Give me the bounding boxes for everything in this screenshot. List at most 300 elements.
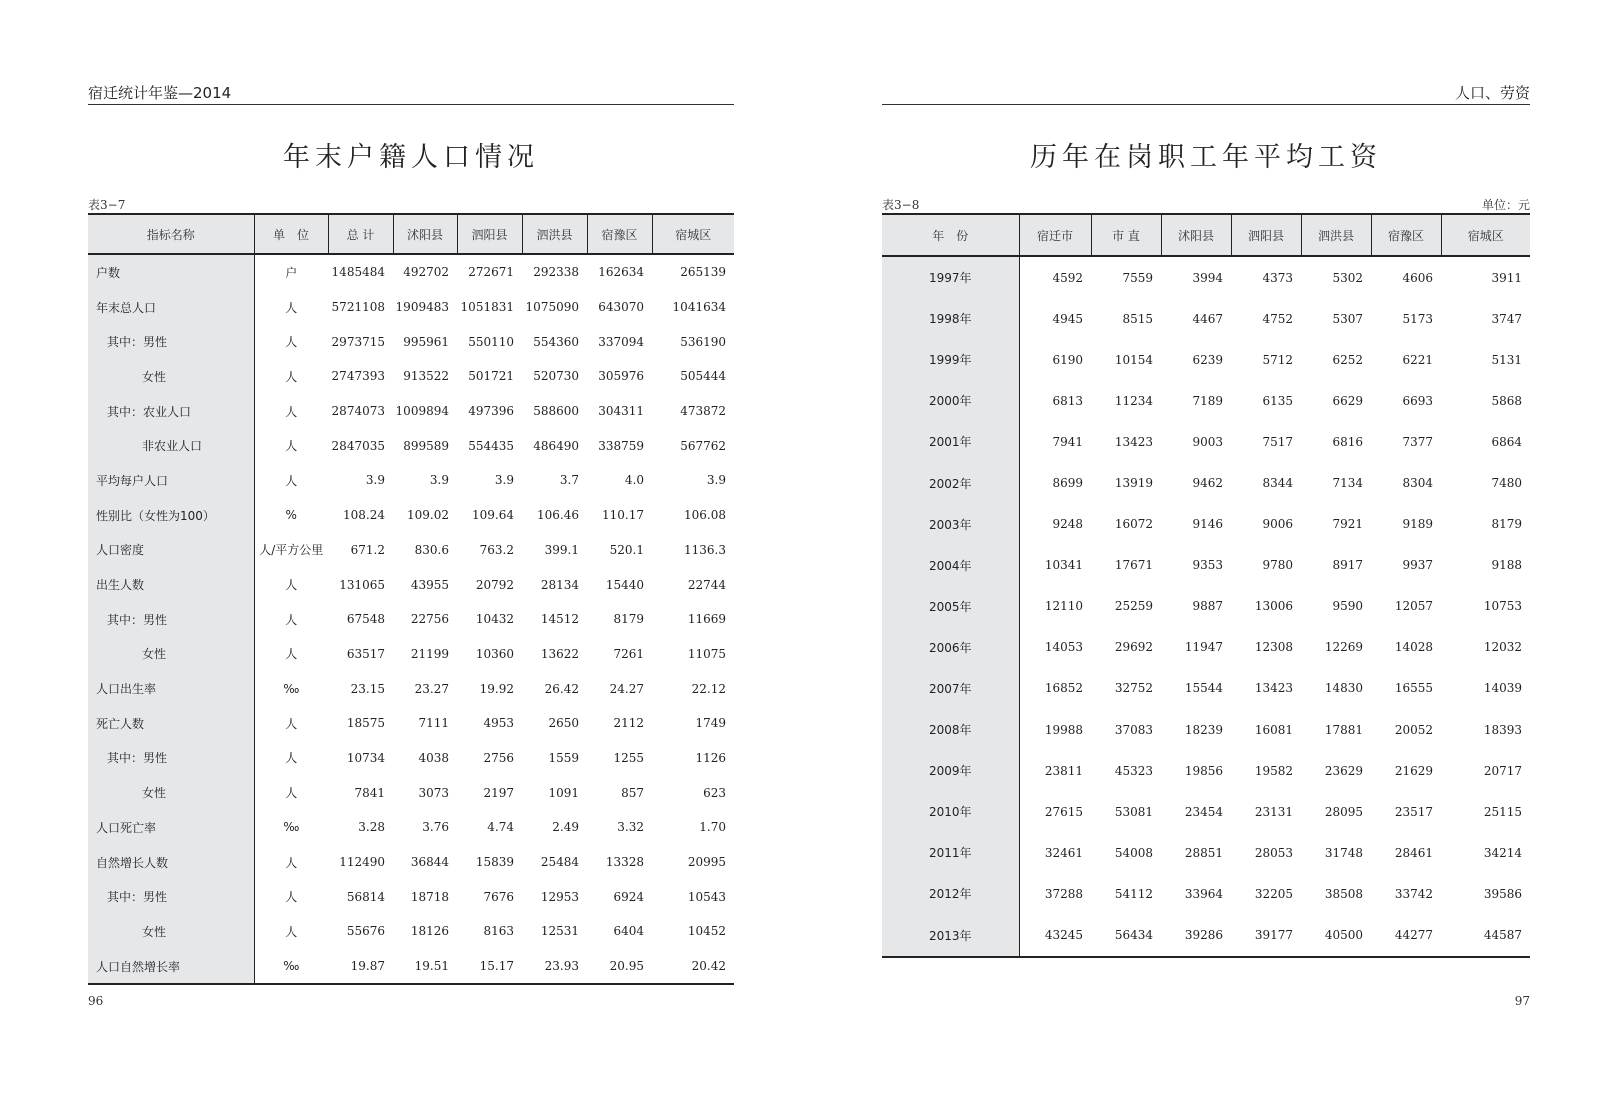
unit-cell: 人 bbox=[285, 300, 298, 315]
unit-cell: 人/平方公里 bbox=[259, 543, 324, 558]
value-cell: 20052 bbox=[1394, 722, 1433, 737]
value-cell: 13423 bbox=[1114, 434, 1153, 449]
year-cell: 2005年 bbox=[882, 586, 1019, 627]
value-cell: 6816 bbox=[1332, 434, 1363, 449]
value-cell: 18575 bbox=[346, 716, 385, 731]
table-row bbox=[88, 498, 734, 533]
value-cell: 109.64 bbox=[472, 508, 514, 523]
value-cell: 8179 bbox=[613, 612, 644, 627]
value-cell: 28095 bbox=[1324, 804, 1363, 819]
value-cell: 6239 bbox=[1192, 352, 1223, 367]
table-row bbox=[88, 567, 734, 602]
value-cell: 4.0 bbox=[624, 473, 644, 488]
value-cell: 3994 bbox=[1192, 270, 1223, 285]
value-cell: 305976 bbox=[598, 369, 644, 384]
table-row bbox=[88, 706, 734, 741]
table-row bbox=[88, 602, 734, 637]
value-cell: 22.12 bbox=[691, 681, 726, 696]
unit-cell: 人 bbox=[285, 751, 298, 766]
value-cell: 10753 bbox=[1483, 599, 1522, 614]
wages-table-body bbox=[882, 256, 1530, 957]
table-row bbox=[88, 324, 734, 359]
year-cell: 1998年 bbox=[882, 298, 1019, 339]
value-cell: 13006 bbox=[1254, 599, 1293, 614]
value-cell: 33742 bbox=[1394, 886, 1433, 901]
column-header: 沭阳县 bbox=[393, 214, 457, 254]
value-cell: 5131 bbox=[1491, 352, 1522, 367]
unit-cell: 人 bbox=[285, 890, 298, 905]
column-header: 宿城区 bbox=[652, 214, 734, 254]
unit-cell: 人 bbox=[285, 716, 298, 731]
indicator-name: 其中：男性 bbox=[88, 324, 254, 359]
table-row bbox=[882, 709, 1530, 750]
value-cell: 1485484 bbox=[331, 265, 385, 280]
value-cell: 10432 bbox=[475, 612, 514, 627]
indicator-name: 自然增长人数 bbox=[88, 845, 254, 880]
year-cell: 2004年 bbox=[882, 545, 1019, 586]
value-cell: 18239 bbox=[1184, 722, 1223, 737]
indicator-name: 人口出生率 bbox=[88, 671, 254, 706]
value-cell: 913522 bbox=[403, 369, 449, 384]
value-cell: 12032 bbox=[1483, 640, 1522, 655]
value-cell: 3747 bbox=[1491, 311, 1522, 326]
value-cell: 9590 bbox=[1332, 599, 1363, 614]
table-title-population: 年末户籍人口情况 bbox=[283, 142, 539, 173]
value-cell: 20995 bbox=[687, 855, 726, 870]
indicator-name: 死亡人数 bbox=[88, 706, 254, 741]
value-cell: 15839 bbox=[475, 855, 514, 870]
unit-cell: ‰ bbox=[283, 959, 300, 974]
value-cell: 32461 bbox=[1044, 845, 1083, 860]
value-cell: 2874073 bbox=[331, 404, 385, 419]
unit-cell: ‰ bbox=[283, 681, 300, 696]
value-cell: 567762 bbox=[680, 438, 726, 453]
value-cell: 1559 bbox=[548, 750, 579, 765]
value-cell: 16081 bbox=[1254, 722, 1293, 737]
wages-table bbox=[882, 213, 1530, 958]
value-cell: 10734 bbox=[346, 750, 385, 765]
value-cell: 27615 bbox=[1044, 804, 1083, 819]
running-head-left: 宿迁统计年鉴—2014 bbox=[88, 84, 734, 105]
indicator-name: 性别比（女性为100） bbox=[88, 498, 254, 533]
value-cell: 20717 bbox=[1483, 763, 1522, 778]
value-cell: 10154 bbox=[1114, 352, 1153, 367]
value-cell: 3.32 bbox=[617, 820, 644, 835]
value-cell: 14830 bbox=[1324, 681, 1363, 696]
value-cell: 8515 bbox=[1122, 311, 1153, 326]
value-cell: 13919 bbox=[1114, 476, 1153, 491]
value-cell: 16555 bbox=[1394, 681, 1433, 696]
column-header: 泗洪县 bbox=[1301, 214, 1371, 256]
value-cell: 7921 bbox=[1332, 517, 1363, 532]
value-cell: 5868 bbox=[1491, 393, 1522, 408]
value-cell: 40500 bbox=[1324, 928, 1363, 943]
value-cell: 23454 bbox=[1184, 804, 1223, 819]
value-cell: 554435 bbox=[468, 438, 514, 453]
value-cell: 550110 bbox=[468, 334, 514, 349]
value-cell: 63517 bbox=[346, 646, 385, 661]
value-cell: 9189 bbox=[1402, 517, 1433, 532]
value-cell: 13423 bbox=[1254, 681, 1293, 696]
indicator-name: 人口自然增长率 bbox=[88, 949, 254, 985]
value-cell: 11075 bbox=[687, 646, 726, 661]
value-cell: 486490 bbox=[533, 438, 579, 453]
value-cell: 28134 bbox=[540, 577, 579, 592]
table-row bbox=[882, 298, 1530, 339]
value-cell: 3.28 bbox=[358, 820, 385, 835]
value-cell: 28053 bbox=[1254, 845, 1293, 860]
value-cell: 1051831 bbox=[460, 300, 514, 315]
value-cell: 32205 bbox=[1254, 886, 1293, 901]
value-cell: 5302 bbox=[1332, 270, 1363, 285]
value-cell: 501721 bbox=[468, 369, 514, 384]
value-cell: 19.51 bbox=[414, 959, 449, 974]
value-cell: 25115 bbox=[1483, 804, 1522, 819]
value-cell: 2.49 bbox=[552, 820, 579, 835]
value-cell: 36844 bbox=[410, 855, 449, 870]
table-row bbox=[88, 254, 734, 290]
year-cell: 2003年 bbox=[882, 504, 1019, 545]
value-cell: 20.95 bbox=[609, 959, 644, 974]
table-row bbox=[882, 668, 1530, 709]
value-cell: 23.15 bbox=[350, 681, 385, 696]
value-cell: 473872 bbox=[680, 404, 726, 419]
left-page bbox=[0, 0, 804, 1099]
column-header: 泗阳县 bbox=[1231, 214, 1301, 256]
value-cell: 6252 bbox=[1332, 352, 1363, 367]
value-cell: 8179 bbox=[1491, 517, 1522, 532]
value-cell: 110.17 bbox=[602, 508, 644, 523]
table-title-wages: 历年在岗职工年平均工资 bbox=[1030, 142, 1382, 173]
table-row bbox=[882, 832, 1530, 873]
value-cell: 272671 bbox=[468, 265, 514, 280]
value-cell: 9188 bbox=[1491, 558, 1522, 573]
value-cell: 21199 bbox=[410, 646, 449, 661]
indicator-name: 出生人数 bbox=[88, 567, 254, 602]
unit-cell: 人 bbox=[285, 924, 298, 939]
indicator-name: 其中：男性 bbox=[88, 602, 254, 637]
table-row bbox=[882, 627, 1530, 668]
value-cell: 19582 bbox=[1254, 763, 1293, 778]
value-cell: 54008 bbox=[1114, 845, 1153, 860]
value-cell: 5173 bbox=[1402, 311, 1433, 326]
value-cell: 763.2 bbox=[479, 542, 514, 557]
column-header: 宿豫区 bbox=[587, 214, 652, 254]
value-cell: 6404 bbox=[613, 924, 644, 939]
value-cell: 3911 bbox=[1491, 270, 1522, 285]
unit-cell: 人 bbox=[285, 404, 298, 419]
table-row bbox=[882, 791, 1530, 832]
value-cell: 106.08 bbox=[684, 508, 726, 523]
value-cell: 22756 bbox=[410, 612, 449, 627]
value-cell: 7261 bbox=[613, 646, 644, 661]
table-row bbox=[88, 394, 734, 429]
value-cell: 23.27 bbox=[414, 681, 449, 696]
value-cell: 3.76 bbox=[422, 820, 449, 835]
value-cell: 6221 bbox=[1402, 352, 1433, 367]
value-cell: 2847035 bbox=[331, 438, 385, 453]
value-cell: 43245 bbox=[1044, 928, 1083, 943]
table-row bbox=[882, 586, 1530, 627]
unit-cell: 人 bbox=[285, 786, 298, 801]
unit-cell: 人 bbox=[285, 369, 298, 384]
value-cell: 6693 bbox=[1402, 393, 1433, 408]
value-cell: 43955 bbox=[410, 577, 449, 592]
population-table bbox=[88, 213, 734, 985]
value-cell: 6813 bbox=[1052, 393, 1083, 408]
value-cell: 4752 bbox=[1262, 311, 1293, 326]
population-header-row bbox=[88, 214, 734, 254]
value-cell: 23517 bbox=[1394, 804, 1433, 819]
value-cell: 19.92 bbox=[479, 681, 514, 696]
value-cell: 6864 bbox=[1491, 434, 1522, 449]
indicator-name: 平均每户人口 bbox=[88, 463, 254, 498]
value-cell: 23131 bbox=[1254, 804, 1293, 819]
year-cell: 1999年 bbox=[882, 339, 1019, 380]
column-header: 指标名称 bbox=[88, 214, 254, 254]
value-cell: 6190 bbox=[1052, 352, 1083, 367]
year-cell: 2011年 bbox=[882, 832, 1019, 873]
value-cell: 9462 bbox=[1192, 476, 1223, 491]
value-cell: 16852 bbox=[1044, 681, 1083, 696]
year-cell: 2000年 bbox=[882, 380, 1019, 421]
value-cell: 18718 bbox=[410, 889, 449, 904]
column-header: 宿城区 bbox=[1441, 214, 1530, 256]
year-cell: 2010年 bbox=[882, 791, 1019, 832]
value-cell: 623 bbox=[703, 785, 726, 800]
column-header: 市 直 bbox=[1091, 214, 1161, 256]
value-cell: 1009894 bbox=[395, 404, 449, 419]
value-cell: 108.24 bbox=[343, 508, 385, 523]
value-cell: 39586 bbox=[1483, 886, 1522, 901]
value-cell: 2973715 bbox=[331, 334, 385, 349]
table-row bbox=[882, 750, 1530, 791]
value-cell: 19988 bbox=[1044, 722, 1083, 737]
unit-cell: 人 bbox=[285, 612, 298, 627]
value-cell: 13328 bbox=[605, 855, 644, 870]
value-cell: 23.93 bbox=[544, 959, 579, 974]
column-header: 总 计 bbox=[328, 214, 393, 254]
indicator-name: 女性 bbox=[88, 359, 254, 394]
value-cell: 3.9 bbox=[429, 473, 449, 488]
value-cell: 899589 bbox=[403, 438, 449, 453]
column-header: 宿迁市 bbox=[1019, 214, 1091, 256]
value-cell: 11234 bbox=[1114, 393, 1153, 408]
year-cell: 2012年 bbox=[882, 873, 1019, 914]
value-cell: 44277 bbox=[1394, 928, 1433, 943]
value-cell: 112490 bbox=[339, 855, 385, 870]
right-page bbox=[804, 0, 1609, 1099]
value-cell: 21629 bbox=[1394, 763, 1433, 778]
value-cell: 10360 bbox=[475, 646, 514, 661]
table-row bbox=[88, 463, 734, 498]
value-cell: 1136.3 bbox=[684, 542, 726, 557]
value-cell: 9353 bbox=[1192, 558, 1223, 573]
value-cell: 23811 bbox=[1044, 763, 1083, 778]
value-cell: 497396 bbox=[468, 404, 514, 419]
value-cell: 8304 bbox=[1402, 476, 1433, 491]
value-cell: 7676 bbox=[483, 889, 514, 904]
value-cell: 8344 bbox=[1262, 476, 1293, 491]
value-cell: 56434 bbox=[1114, 928, 1153, 943]
value-cell: 2112 bbox=[613, 716, 644, 731]
value-cell: 4373 bbox=[1262, 270, 1293, 285]
indicator-name: 人口密度 bbox=[88, 533, 254, 568]
value-cell: 33964 bbox=[1184, 886, 1223, 901]
value-cell: 25259 bbox=[1114, 599, 1153, 614]
value-cell: 5721108 bbox=[331, 300, 385, 315]
unit-cell: 人 bbox=[285, 335, 298, 350]
value-cell: 10452 bbox=[687, 924, 726, 939]
value-cell: 162634 bbox=[598, 265, 644, 280]
value-cell: 10341 bbox=[1044, 558, 1083, 573]
table-row bbox=[88, 741, 734, 776]
value-cell: 34214 bbox=[1483, 845, 1522, 860]
indicator-name: 人口死亡率 bbox=[88, 810, 254, 845]
table-row bbox=[88, 428, 734, 463]
value-cell: 17671 bbox=[1114, 558, 1153, 573]
indicator-name: 女性 bbox=[88, 775, 254, 810]
value-cell: 536190 bbox=[680, 334, 726, 349]
value-cell: 995961 bbox=[403, 334, 449, 349]
table-row bbox=[88, 810, 734, 845]
value-cell: 9887 bbox=[1192, 599, 1223, 614]
unit-cell: 人 bbox=[285, 473, 298, 488]
value-cell: 8163 bbox=[483, 924, 514, 939]
value-cell: 14053 bbox=[1044, 640, 1083, 655]
value-cell: 7189 bbox=[1192, 393, 1223, 408]
table-row bbox=[88, 914, 734, 949]
value-cell: 1041634 bbox=[672, 300, 726, 315]
value-cell: 7111 bbox=[418, 716, 449, 731]
value-cell: 38508 bbox=[1324, 886, 1363, 901]
value-cell: 29692 bbox=[1114, 640, 1153, 655]
year-cell: 2006年 bbox=[882, 627, 1019, 668]
indicator-name: 其中：男性 bbox=[88, 879, 254, 914]
page-number-right: 97 bbox=[1514, 994, 1530, 1008]
value-cell: 39286 bbox=[1184, 928, 1223, 943]
value-cell: 4945 bbox=[1052, 311, 1083, 326]
indicator-name: 女性 bbox=[88, 637, 254, 672]
value-cell: 20792 bbox=[475, 577, 514, 592]
value-cell: 131065 bbox=[339, 577, 385, 592]
column-header: 年 份 bbox=[882, 214, 1019, 256]
value-cell: 1091 bbox=[548, 785, 579, 800]
indicator-name: 女性 bbox=[88, 914, 254, 949]
unit-cell: 人 bbox=[285, 855, 298, 870]
value-cell: 292338 bbox=[533, 265, 579, 280]
value-cell: 7377 bbox=[1402, 434, 1433, 449]
year-cell: 1997年 bbox=[882, 256, 1019, 298]
table-row bbox=[882, 380, 1530, 421]
value-cell: 32752 bbox=[1114, 681, 1153, 696]
value-cell: 9146 bbox=[1192, 517, 1223, 532]
year-cell: 2001年 bbox=[882, 421, 1019, 462]
value-cell: 2650 bbox=[548, 716, 579, 731]
value-cell: 45323 bbox=[1114, 763, 1153, 778]
table-row bbox=[88, 879, 734, 914]
value-cell: 12110 bbox=[1044, 599, 1083, 614]
table-row bbox=[882, 504, 1530, 545]
value-cell: 304311 bbox=[598, 404, 644, 419]
population-table-body bbox=[88, 254, 734, 984]
value-cell: 520.1 bbox=[609, 542, 644, 557]
value-cell: 10543 bbox=[687, 889, 726, 904]
value-cell: 588600 bbox=[533, 404, 579, 419]
table-row bbox=[882, 915, 1530, 957]
value-cell: 24.27 bbox=[609, 681, 644, 696]
value-cell: 643070 bbox=[598, 300, 644, 315]
value-cell: 492702 bbox=[403, 265, 449, 280]
table-row bbox=[88, 290, 734, 325]
indicator-name: 户数 bbox=[88, 254, 254, 290]
value-cell: 28461 bbox=[1394, 845, 1433, 860]
value-cell: 55676 bbox=[346, 924, 385, 939]
value-cell: 6924 bbox=[613, 889, 644, 904]
value-cell: 4038 bbox=[418, 750, 449, 765]
indicator-name: 其中：农业人口 bbox=[88, 394, 254, 429]
wages-header-row bbox=[882, 214, 1530, 256]
indicator-name: 年末总人口 bbox=[88, 290, 254, 325]
unit-cell: 户 bbox=[285, 265, 298, 280]
value-cell: 1909483 bbox=[395, 300, 449, 315]
table-row bbox=[88, 949, 734, 985]
value-cell: 1749 bbox=[695, 716, 726, 731]
indicator-name: 其中：男性 bbox=[88, 741, 254, 776]
value-cell: 37083 bbox=[1114, 722, 1153, 737]
value-cell: 505444 bbox=[680, 369, 726, 384]
value-cell: 17881 bbox=[1324, 722, 1363, 737]
value-cell: 20.42 bbox=[691, 959, 726, 974]
table-row bbox=[882, 421, 1530, 462]
value-cell: 1075090 bbox=[525, 300, 579, 315]
table-label-3-8: 表3−8 bbox=[882, 198, 920, 212]
value-cell: 67548 bbox=[346, 612, 385, 627]
value-cell: 9006 bbox=[1262, 517, 1293, 532]
value-cell: 8917 bbox=[1332, 558, 1363, 573]
value-cell: 4606 bbox=[1402, 270, 1433, 285]
value-cell: 265139 bbox=[680, 265, 726, 280]
value-cell: 830.6 bbox=[414, 542, 449, 557]
year-cell: 2002年 bbox=[882, 462, 1019, 503]
unit-cell: ‰ bbox=[283, 820, 300, 835]
unit-cell: % bbox=[285, 508, 297, 523]
value-cell: 54112 bbox=[1114, 886, 1153, 901]
table-row bbox=[88, 671, 734, 706]
value-cell: 1255 bbox=[613, 750, 644, 765]
value-cell: 11947 bbox=[1184, 640, 1223, 655]
value-cell: 15544 bbox=[1184, 681, 1223, 696]
table-row bbox=[882, 462, 1530, 503]
value-cell: 399.1 bbox=[544, 542, 579, 557]
value-cell: 3073 bbox=[418, 785, 449, 800]
value-cell: 1.70 bbox=[699, 820, 726, 835]
value-cell: 12308 bbox=[1254, 640, 1293, 655]
value-cell: 12531 bbox=[540, 924, 579, 939]
value-cell: 7480 bbox=[1491, 476, 1522, 491]
table-label-3-7: 表3−7 bbox=[88, 198, 126, 212]
value-cell: 4.74 bbox=[487, 820, 514, 835]
value-cell: 7517 bbox=[1262, 434, 1293, 449]
value-cell: 337094 bbox=[598, 334, 644, 349]
value-cell: 2756 bbox=[483, 750, 514, 765]
table-row bbox=[88, 637, 734, 672]
value-cell: 9780 bbox=[1262, 558, 1293, 573]
value-cell: 2747393 bbox=[331, 369, 385, 384]
unit-cell: 人 bbox=[285, 578, 298, 593]
value-cell: 14028 bbox=[1394, 640, 1433, 655]
page-number-left: 96 bbox=[88, 994, 104, 1008]
